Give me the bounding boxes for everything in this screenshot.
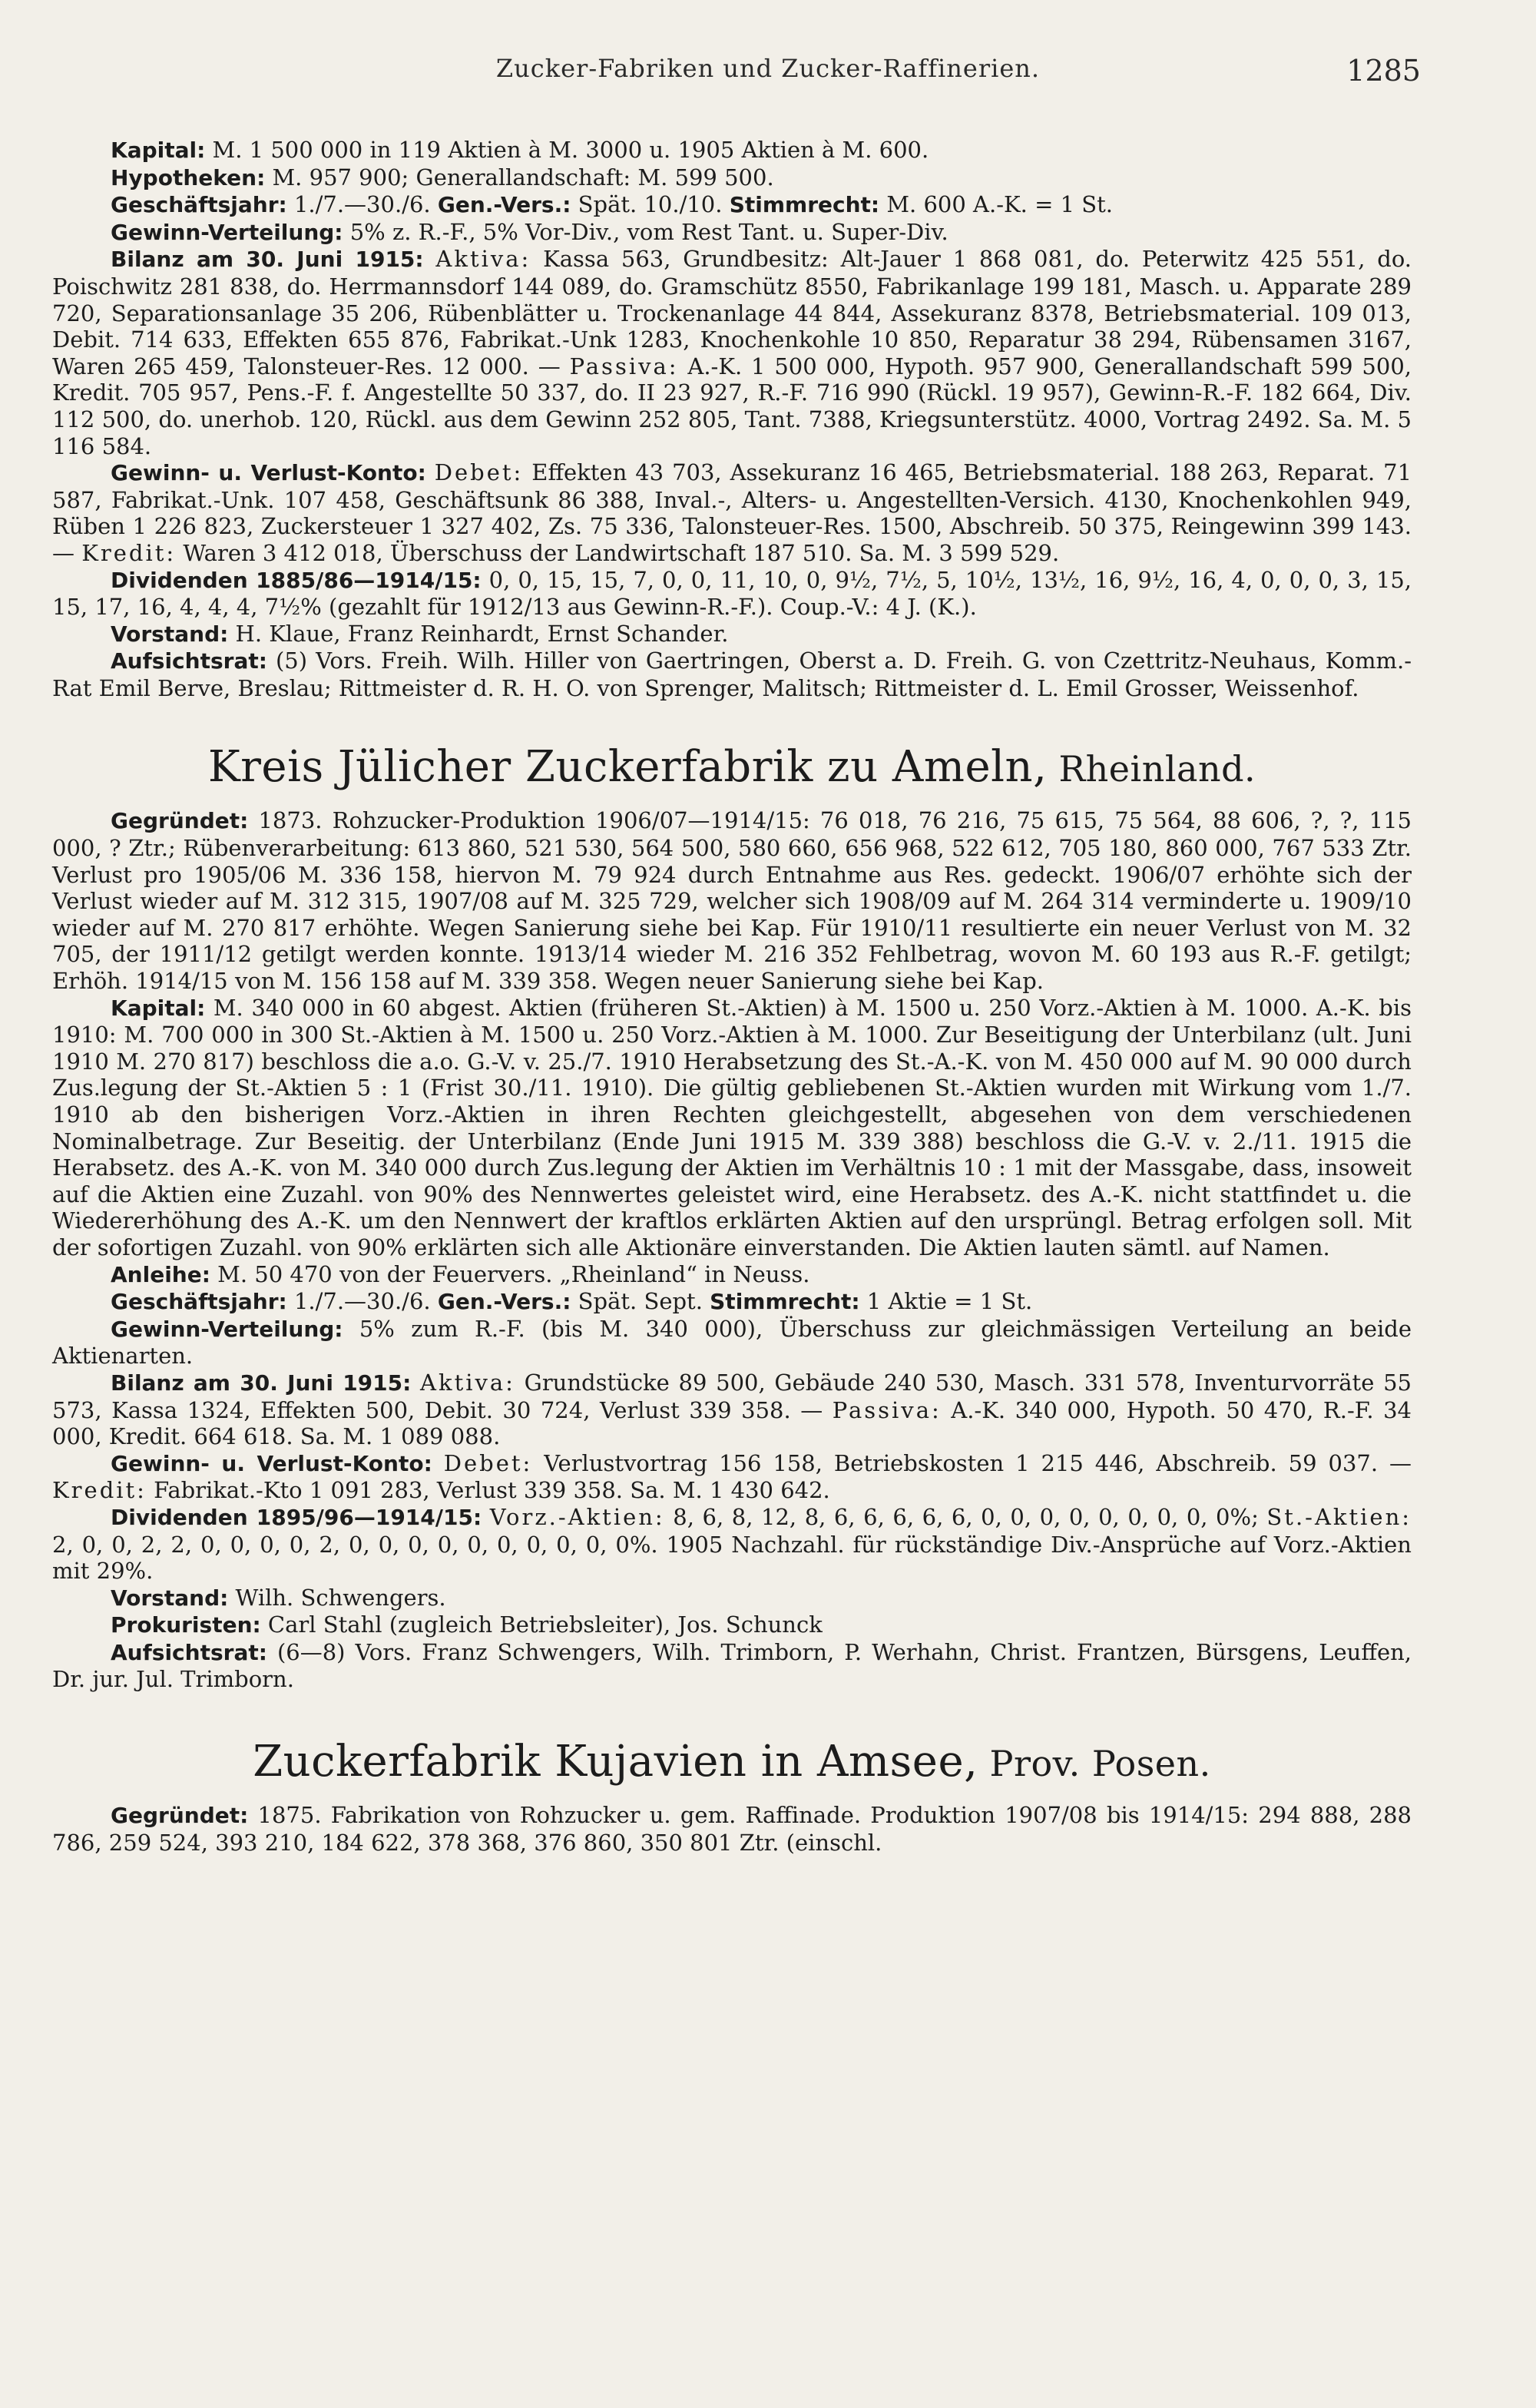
entry-geschaeftsjahr: Geschäftsjahr: 1./7.—30./6. Gen.-Vers.: Spät. Sept. Stimmrecht: 1 Aktie = 1 St. [111, 1288, 1033, 1315]
entry-aufsichtsrat: Aufsichtsrat: (6—8) Vors. Franz Schwengers, Wilh. Trimborn, P. Werhahn, Christ. Frantzen, Bürsgens, Leuffen, Dr. jur. Jul. Trimborn. [52, 1638, 1412, 1693]
entry-gewinn-verteilung: Gewinn-Verteilung: 5% zum R.-F. (bis M. 340 000), Überschuss zur gleichmässigen Verteilung an beide Aktienarten. [52, 1315, 1412, 1370]
entry-dividenden: Dividenden 1885/86—1914/15: 0, 0, 15, 15, 7, 0, 0, 11, 10, 0, 9½, 7½, 5, 10½, 13½, 16, 9½, 16, 4, 0, 0, 0, 3, 15, 15, 17, 16, 4, 4, 4, 7½% (gezahlt für 1912/13 aus Gewinn-R.-F.). Coup.-V.: 4 J. (K.). [52, 566, 1412, 621]
text-column [52, 137, 1412, 1856]
running-header [0, 54, 1536, 108]
section-heading-ameln: Kreis Jülicher Zuckerfabrik zu Ameln, Rheinland. [207, 742, 1256, 793]
entry-bilanz: Bilanz am 30. Juni 1915: Aktiva: Grundstücke 89 500, Gebäude 240 530, Masch. 331 578, Inventurvorräte 55 573, Kassa 1324, Effekten 500, Debit. 30 724, Verlust 339 358. — Passiva: A.-K. 340 000, Hypoth. 50 470, R.-F. 34 000, Kredit. 664 618. Sa. M. 1 089 088. [52, 1369, 1412, 1450]
entry-gegruendet: Gegründet: 1875. Fabrikation von Rohzucker u. gem. Raffinade. Produktion 1907/08 bis 1914/15: 294 888, 288 786, 259 524, 393 210, 184 622, 378 368, 376 860, 350 801 Ztr. (einschl. [52, 1802, 1412, 1856]
running-title: Zucker-Fabriken und Zucker-Raffinerien. [495, 54, 1041, 83]
entry-anleihe: Anleihe: M. 50 470 von der Feuervers. „Rheinland“ in Neuss. [111, 1260, 810, 1287]
entry-vorstand: Vorstand: H. Klaue, Franz Reinhardt, Ernst Schander. [111, 620, 729, 647]
entry-prokuristen: Prokuristen: Carl Stahl (zugleich Betriebsleiter), Jos. Schunck [111, 1611, 823, 1638]
page-number: 1285 [1346, 54, 1421, 88]
entry-hypotheken: Hypotheken: M. 957 900; Generallandschaft: M. 599 500. [111, 164, 774, 190]
entry-vorstand: Vorstand: Wilh. Schwengers. [111, 1584, 446, 1611]
entry-kapital: Kapital: M. 340 000 in 60 abgest. Aktien (früheren St.-Aktien) à M. 1500 u. 250 Vorz.-Aktien à M. 1000. A.-K. bis 1910: M. 700 000 in 300 St.-Aktien à M. 1500 u. 250 Vorz.-Aktien à M. 1000. Zur Beseitigung der Unterbilanz (ult. Juni 1910 M. 270 817) beschloss die a.o. G.-V. v. 25./7. 1910 Herabsetzung des St.-A.-K. von M. 450 000 auf M. 90 000 durch Zus.legung der St.-Aktien 5 : 1 (Frist 30./11. 1910). Die gültig gebliebenen St.-Aktien wurden mit Wirkung vom 1./7. 1910 ab den bisherigen Vorz.-Aktien in ihren Rechten gleichgestellt, abgesehen von dem verschiedenen Nominalbetrage. Zur Beseitig. der Unterbilanz (Ende Juni 1915 M. 339 388) beschloss die G.-V. v. 2./11. 1915 die Herabsetz. des A.-K. von M. 340 000 durch Zus.legung der Aktien im Verhältnis 10 : 1 mit der Massgabe, dass, insoweit auf die Aktien eine Zuzahl. von 90% des Nennwertes geleistet wird, eine Herabsetz. des A.-K. nicht stattfindet u. die Wiedererhöhung des A.-K. um den Nennwert der kraftlos erklärten Aktien auf den ursprüngl. Betrag erfolgen soll. Mit der sofortigen Zuzahl. von 90% erklärten sich alle Aktionäre einverstanden. Die Aktien lauten sämtl. auf Namen. [52, 994, 1412, 1260]
entry-kapital: Kapital: M. 1 500 000 in 119 Aktien à M. 3000 u. 1905 Aktien à M. 600. [111, 137, 929, 163]
entry-geschaeftsjahr: Geschäftsjahr: 1./7.—30./6. Gen.-Vers.: Spät. 10./10. Stimmrecht: M. 600 A.-K. = 1 St. [111, 191, 1114, 218]
entry-dividenden: Dividenden 1895/96—1914/15: Vorz.-Aktien: 8, 6, 8, 12, 8, 6, 6, 6, 6, 6, 0, 0, 0, 0, 0, 0, 0, 0, 0%; St.-Aktien: 2, 0, 0, 2, 2, 0, 0, 0, 0, 2, 0, 0, 0, 0, 0, 0, 0, 0, 0, 0%. 1905 Nachzahl. für rückständige Div.-Ansprüche auf Vorz.-Aktien mit 29%. [52, 1503, 1412, 1585]
entry-gewinn-verteilung: Gewinn-Verteilung: 5% z. R.-F., 5% Vor-Div., vom Rest Tant. u. Super-Div. [111, 218, 948, 245]
entry-gegruendet: Gegründet: 1873. Rohzucker-Produktion 1906/07—1914/15: 76 018, 76 216, 75 615, 75 564, 88 606, ?, ?, 115 000, ? Ztr.; Rübenverarbeitung: 613 860, 521 530, 564 500, 580 660, 656 968, 522 612, 705 180, 860 000, 767 533 Ztr. Verlust pro 1905/06 M. 336 158, hiervon M. 79 924 durch Entnahme aus Res. gedeckt. 1906/07 erhöhte sich der Verlust wieder auf M. 312 315, 1907/08 auf M. 325 729, welcher sich 1908/09 auf M. 264 314 verminderte u. 1909/10 wieder auf M. 270 817 erhöhte. Wegen Sanierung siehe bei Kap. Für 1910/11 resultierte ein neuer Verlust von M. 32 705, der 1911/12 getilgt werden konnte. 1913/14 wieder M. 216 352 Fehlbetrag, wovon M. 60 193 aus R.-F. getilgt; Erhöh. 1914/15 von M. 156 158 auf M. 339 358. Wegen neuer Sanierung siehe bei Kap. [52, 807, 1412, 995]
entry-gewinn-verlust-konto: Gewinn- u. Verlust-Konto: Debet: Verlustvortrag 156 158, Betriebskosten 1 215 446, Abschreib. 59 037. — Kredit: Fabrikat.-Kto 1 091 283, Verlust 339 358. Sa. M. 1 430 642. [52, 1449, 1412, 1504]
section-heading-kujavien: Zuckerfabrik Kujavien in Amsee, Prov. Posen. [253, 1737, 1211, 1787]
entry-gewinn-verlust-konto: Gewinn- u. Verlust-Konto: Debet: Effekten 43 703, Assekuranz 16 465, Betriebsmaterial. 188 263, Reparat. 71 587, Fabrikat.-Unk. 107 458, Geschäftsunk 86 388, Inval.-, Alters- u. Angestellten-Versich. 4130, Knochenkohlen 949, Rüben 1 226 823, Zuckersteuer 1 327 402, Zs. 75 336, Talonsteuer-Res. 1500, Abschreib. 50 375, Reingewinn 399 143. — Kredit: Waren 3 412 018, Überschuss der Landwirtschaft 187 510. Sa. M. 3 599 529. [52, 459, 1412, 566]
entry-bilanz: Bilanz am 30. Juni 1915: Aktiva: Kassa 563, Grundbesitz: Alt-Jauer 1 868 081, do. Peterwitz 425 551, do. Poischwitz 281 838, do. Herrmannsdorf 144 089, do. Gramschütz 8550, Fabrikanlage 199 181, Masch. u. Apparate 289 720, Separationsanlage 35 206, Rübenblätter u. Trockenanlage 44 844, Assekuranz 8378, Betriebsmaterial. 109 013, Debit. 714 633, Effekten 655 876, Fabrikat.-Unk 1283, Knochenkohle 10 850, Reparatur 38 294, Rübensamen 3167, Waren 265 459, Talonsteuer-Res. 12 000. — Passiva: A.-K. 1 500 000, Hypoth. 957 900, Generallandschaft 599 500, Kredit. 705 957, Pens.-F. f. Angestellte 50 337, do. II 23 927, R.-F. 716 990 (Rückl. 19 957), Gewinn-R.-F. 182 664, Div. 112 500, do. unerhob. 120, Rückl. aus dem Gewinn 252 805, Tant. 7388, Kriegsunterstütz. 4000, Vortrag 2492. Sa. M. 5 116 584. [52, 246, 1412, 459]
entry-aufsichtsrat: Aufsichtsrat: (5) Vors. Freih. Wilh. Hiller von Gaertringen, Oberst a. D. Freih. G. von Czettritz-Neuhaus, Komm.-Rat Emil Berve, Breslau; Rittmeister d. R. H. O. von Sprenger, Malitsch; Rittmeister d. L. Emil Grosser, Weissenhof. [52, 648, 1412, 701]
